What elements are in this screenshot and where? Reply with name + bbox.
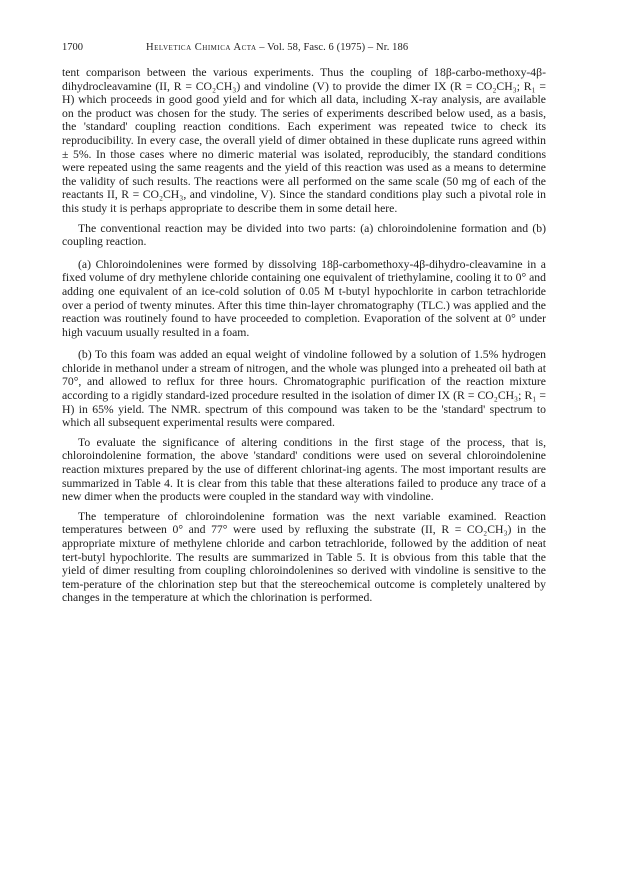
- paragraph-chlorinating-agents: To evaluate the significance of altering conditions in the first stage of the process, that is, chloroindolenine formation, the above 'standard' conditions were used on several chloroindolenine reaction mixtures prepared by the use of different chlorinat-ing agents. The most important results are summarized in Table 4. It is clear from this table that these alterations failed to produce any trace of a new dimer when the products were coupled in the standard way with vindoline.: [62, 435, 546, 504]
- page-number: 1700: [62, 42, 83, 53]
- journal-volume-info: – Vol. 58, Fasc. 6 (1975) – Nr. 186: [259, 42, 409, 53]
- journal-citation: [146, 40, 408, 56]
- paragraph-temperature-variable: The temperature of chloroindolenine formation was the next variable examined. Reaction temperatures between 0° and 77° were used by refluxing the substrate (II, R = CO₂CH₃) in the appropriate mixture of methylene chloride and carbon tetrachloride, followed by the addition of neat tert-butyl hypochlorite. The results are summarized in Table 5. It is obvious from this table that the yield of dimer resulting from coupling chloroindolenines so derived with vindoline is sensitive to the tem-perature of the chlorination step but that the stereochemical outcome is completely unaltered by changes in the temperature at which the chlorination is performed.: [62, 509, 546, 605]
- running-head: [62, 40, 546, 56]
- paragraph-coupling-reaction: (b) To this foam was added an equal weight of vindoline followed by a solution of 1.5% hydrogen chloride in methanol under a stream of nitrogen, and the whole was plunged into a preheated oil bath at 70°, and allowed to reflux for three hours. Chromatographic purification of the reaction mixture according to a rigidly standard-ized procedure resulted in the isolation of dimer IX (R = CO₂CH₃; R₁ = H) in 65% yield. The NMR. spectrum of this compound was taken to be the 'standard' spectrum to which all subsequent experimental results were compared.: [62, 348, 546, 430]
- paragraph-reaction-parts: The conventional reaction may be divided into two parts: (a) chloroindolenine formation and (b) coupling reaction.: [62, 221, 546, 249]
- paper-page: [62, 40, 546, 605]
- paragraph-continuation: tent comparison between the various experiments. Thus the coupling of 18β-carbo-methoxy-4β-dihydrocleavamine (II, R = CO₂CH₃) and vindoline (V) to provide the dimer IX (R = CO₂CH₃; R₁ = H) which proceeds in good good yield and for which all data, including X-ray analysis, are available on the product was chosen for the study. The series of experiments described below used, as a basis, the 'standard' coupling reaction conditions. Each experiment was repeated twice to check its reproducibility. In every case, the overall yield of dimer obtained in these duplicate runs agreed within ± 5%. In those cases where no dimeric material was isolated, reproducibly, the standard conditions were repeated using the same reagents and the yield of this reaction was used as a means to determine the validity of such results. The reactions were all performed on the same scale (50 mg of each of the reactants II, R = CO₂CH₃, and vindoline, V). Since the standard conditions play such a pivotal role in this study it is perhaps appropriate to describe them in some detail here.: [62, 66, 546, 215]
- paragraph-chloroindolenine-formation: (a) Chloroindolenines were formed by dissolving 18β-carbomethoxy-4β-dihydro-cleavamine in a fixed volume of dry methylene chloride containing one equivalent of triethylamine, cooling it to 0° and adding one equivalent of an ice-cold solution of 0.05 M t-butyl hypochlorite in carbon tetrachloride over a period of twenty minutes. After this time thin-layer chromatography (TLC.) was applied and the reaction was routinely found to have proceeded to completion. Evaporation of the solvent at 0° under high vacuum usually resulted in a foam.: [62, 257, 546, 339]
- journal-name: Helvetica Chimica Acta: [146, 42, 257, 53]
